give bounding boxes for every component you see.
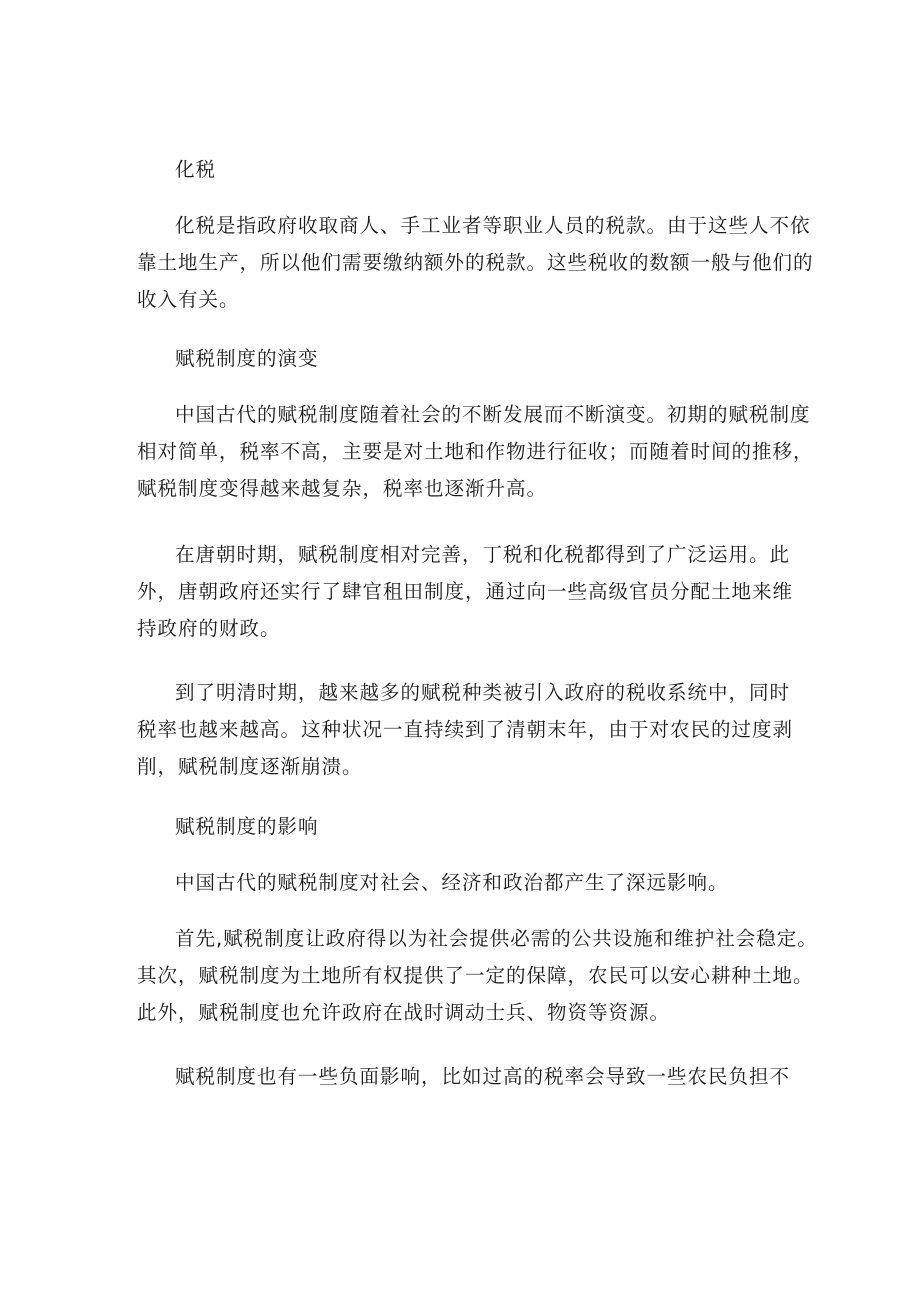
paragraph-line: 其次，赋税制度为土地所有权提供了一定的保障，农民可以安心耕种土地。 [137, 964, 814, 987]
paragraph-impact-positive [137, 920, 817, 1031]
paragraph-impact-negative [137, 1058, 817, 1095]
heading-text: 化税 [175, 158, 217, 181]
paragraph-line: 收入有关。 [137, 288, 240, 311]
paragraph-line: 此外，赋税制度也允许政府在战时调动士兵、物资等资源。 [137, 1001, 671, 1024]
paragraph-line: 到了明清时期，越来越多的赋税种类被引入政府的税收系统中，同时 [175, 681, 791, 704]
paragraph-line: 持政府的财政。 [137, 617, 281, 640]
section-heading-huashui [137, 151, 817, 188]
paragraph-line: 税率也越来越高。这种状况一直持续到了清朝末年，由于对农民的过度剥 [137, 718, 794, 741]
heading-text: 赋税制度的演变 [175, 347, 319, 370]
section-heading-impact [137, 808, 817, 845]
paragraph-line: 中国古代的赋税制度随着社会的不断发展而不断演变。初期的赋税制度 [175, 403, 811, 426]
paragraph-line: 靠土地生产，所以他们需要缴纳额外的税款。这些税收的数额一般与他们的 [137, 251, 814, 274]
paragraph-line: 在唐朝时期，赋税制度相对完善，丁税和化税都得到了广泛运用。此 [175, 543, 791, 566]
paragraph-line: 赋税制度也有一些负面影响，比如过高的税率会导致一些农民负担不 [175, 1065, 791, 1088]
paragraph-evolution-ming-qing [137, 674, 817, 785]
paragraph-line: 相对简单，税率不高，主要是对土地和作物进行征收；而随着时间的推移， [137, 440, 814, 463]
paragraph-impact-intro [137, 864, 817, 901]
paragraph-line: 中国古代的赋税制度对社会、经济和政治都产生了深远影响。 [175, 871, 729, 894]
paragraph-line: 外，唐朝政府还实行了肆官租田制度，通过向一些高级官员分配土地来维 [137, 580, 794, 603]
section-heading-evolution [137, 340, 817, 377]
paragraph-evolution-tang [137, 536, 817, 647]
paragraph-evolution-intro [137, 396, 817, 507]
paragraph-line: 首先,赋税制度让政府得以为社会提供必需的公共设施和维护社会稳定。 [175, 927, 818, 950]
paragraph-line: 化税是指政府收取商人、手工业者等职业人员的税款。由于这些人不依 [175, 214, 811, 237]
paragraph-line: 削，赋税制度逐渐崩溃。 [137, 755, 363, 778]
paragraph-huashui-definition [137, 207, 817, 318]
heading-text: 赋税制度的影响 [175, 815, 319, 838]
paragraph-line: 赋税制度变得越来越复杂，税率也逐渐升高。 [137, 477, 548, 500]
